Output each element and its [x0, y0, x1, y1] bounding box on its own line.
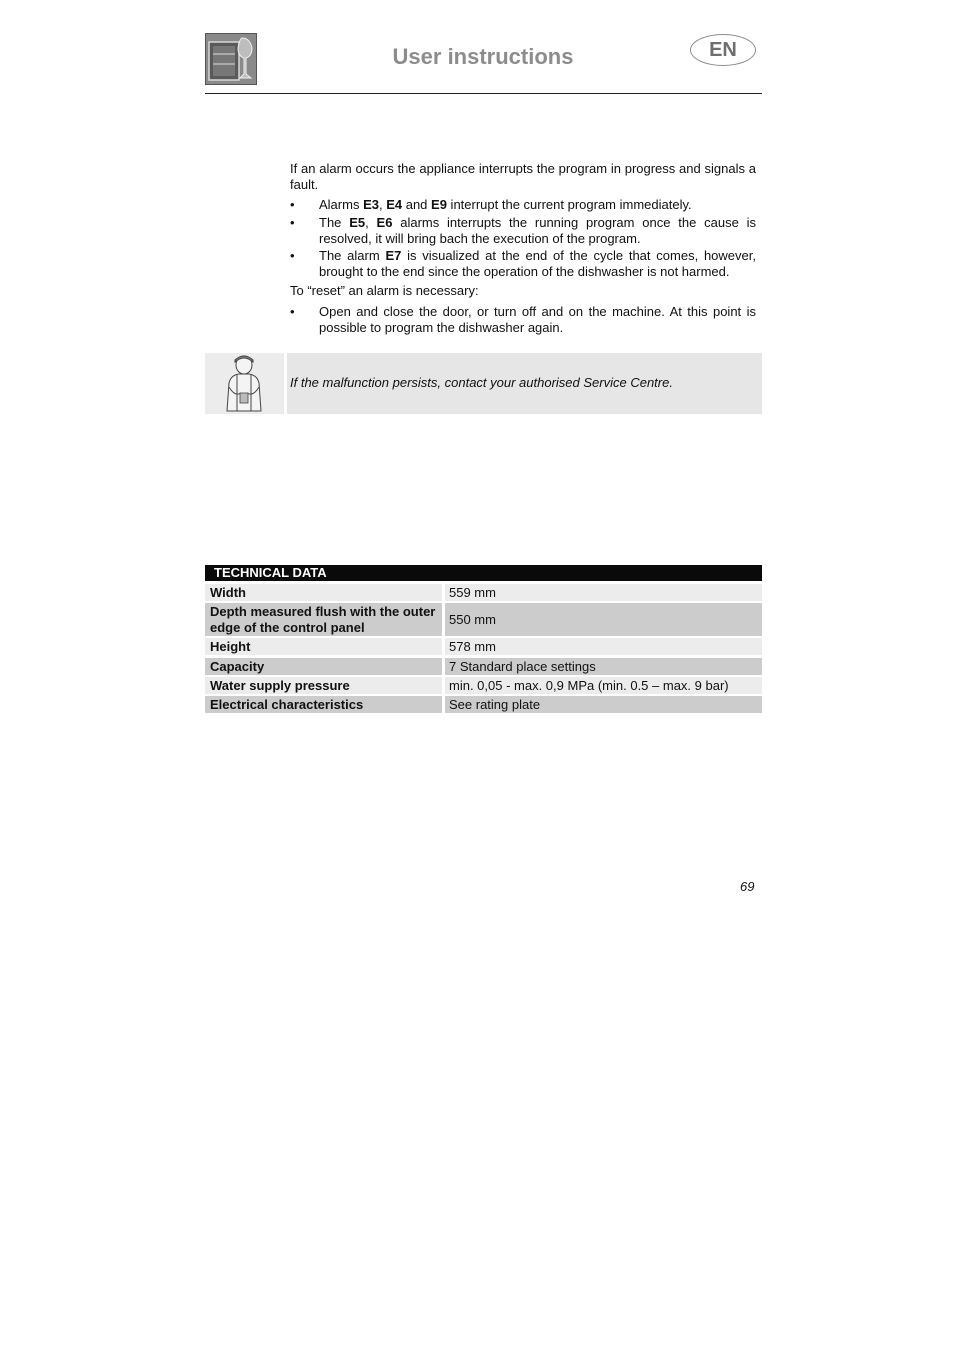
alarm-code: E9 — [431, 197, 447, 212]
table-row — [205, 677, 762, 694]
row-value: 550 mm — [445, 603, 762, 636]
alarm-code: E5 — [349, 215, 366, 230]
row-label: Capacity — [205, 658, 442, 675]
table-row — [205, 638, 762, 655]
alarm-intro: If an alarm occurs the appliance interrupts the program in progress and signals a fault. — [290, 161, 756, 192]
row-value: 7 Standard place settings — [445, 658, 762, 675]
reset-intro: To “reset” an alarm is necessary: — [290, 283, 479, 298]
alarm-code: E3 — [363, 197, 379, 212]
technical-data-heading: TECHNICAL DATA — [205, 565, 762, 581]
alarm-code: E6 — [376, 215, 393, 230]
table-row — [205, 696, 762, 713]
table-row — [205, 658, 762, 675]
bullet-dot: • — [290, 248, 295, 263]
row-value: See rating plate — [445, 696, 762, 713]
row-value: min. 0,05 - max. 0,9 MPa (min. 0.5 – max. 9 bar) — [445, 677, 762, 694]
header-divider — [205, 93, 762, 94]
row-value: 559 mm — [445, 584, 762, 601]
row-label: Water supply pressure — [205, 677, 442, 694]
row-label: Depth measured flush with the outer edge of the control panel — [205, 603, 442, 636]
row-label: Width — [205, 584, 442, 601]
page-number: 69 — [740, 879, 755, 894]
alarm-code: E7 — [385, 248, 402, 263]
bullet-dot: • — [290, 197, 295, 212]
row-label: Height — [205, 638, 442, 655]
technician-icon — [205, 353, 287, 414]
language-badge: EN — [690, 34, 756, 66]
alarm-code: E4 — [386, 197, 403, 212]
row-value: 578 mm — [445, 638, 762, 655]
bullet-dot: • — [290, 304, 295, 319]
table-row — [205, 584, 762, 601]
note-text: If the malfunction persists, contact your authorised Service Centre. — [290, 375, 673, 390]
row-label: Electrical characteristics — [205, 696, 442, 713]
page-title: User instructions — [392, 44, 574, 69]
table-row — [205, 603, 762, 636]
service-note — [205, 353, 762, 414]
bullet-dot: • — [290, 215, 295, 230]
